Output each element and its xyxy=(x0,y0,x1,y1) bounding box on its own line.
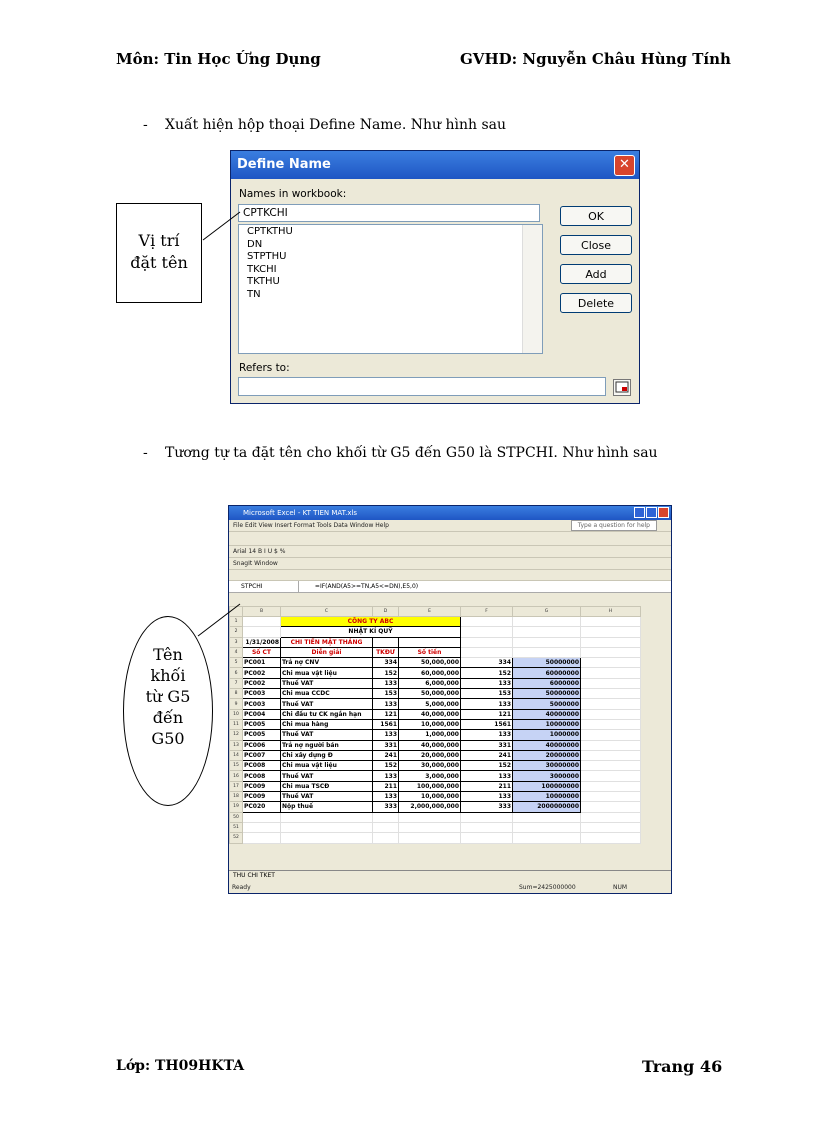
cell[interactable]: 331 xyxy=(461,740,513,750)
table-row xyxy=(230,781,641,791)
cell[interactable]: Nộp thuế xyxy=(281,802,373,812)
cell[interactable] xyxy=(461,637,513,647)
cell[interactable]: 133 xyxy=(373,699,399,709)
table-row xyxy=(230,709,641,719)
cell[interactable] xyxy=(581,709,641,719)
formula-bar xyxy=(229,581,671,593)
cell[interactable]: PC006 xyxy=(243,740,281,750)
cell[interactable]: 50000000 xyxy=(513,658,581,668)
cell[interactable]: Thuế VAT xyxy=(281,771,373,781)
row-header[interactable]: 12 xyxy=(230,730,243,740)
table-row xyxy=(230,771,641,781)
cell[interactable]: 211 xyxy=(461,781,513,791)
cell[interactable]: NHẬT KÍ QUỸ xyxy=(281,627,461,637)
dialog-title: Define Name xyxy=(237,157,331,172)
cell[interactable] xyxy=(513,637,581,647)
table-row xyxy=(230,699,641,709)
cell[interactable] xyxy=(373,637,399,647)
close-button[interactable]: Close xyxy=(560,235,632,255)
cell[interactable]: 133 xyxy=(373,730,399,740)
callout2-line2: khối xyxy=(150,666,186,685)
worksheet-grid[interactable] xyxy=(229,606,641,844)
cell[interactable]: 133 xyxy=(461,730,513,740)
row-header[interactable]: 51 xyxy=(230,822,243,832)
cell[interactable] xyxy=(581,658,641,668)
cell[interactable]: TKĐƯ xyxy=(373,647,399,657)
cell[interactable]: 40,000,000 xyxy=(399,709,461,719)
cell[interactable] xyxy=(513,822,581,832)
ok-button[interactable]: OK xyxy=(560,206,632,226)
cell[interactable]: PC008 xyxy=(243,761,281,771)
help-search-input[interactable]: Type a question for help xyxy=(571,520,657,531)
cell[interactable] xyxy=(513,812,581,822)
cell[interactable]: Chi đầu tư CK ngắn hạn xyxy=(281,709,373,719)
names-list-item[interactable]: TN xyxy=(247,288,261,300)
cell[interactable] xyxy=(581,699,641,709)
row-header[interactable]: 15 xyxy=(230,761,243,771)
column-header[interactable]: D xyxy=(373,607,399,617)
cell[interactable]: Trả nợ người bán xyxy=(281,740,373,750)
cell[interactable]: PC003 xyxy=(243,699,281,709)
row-header[interactable]: 8 xyxy=(230,689,243,699)
table-row xyxy=(230,719,641,729)
cell[interactable]: 100,000,000 xyxy=(399,781,461,791)
cell[interactable]: 133 xyxy=(461,792,513,802)
table-row xyxy=(230,647,641,657)
cell[interactable]: 211 xyxy=(373,781,399,791)
column-header[interactable]: C xyxy=(281,607,373,617)
cell[interactable]: 60,000,000 xyxy=(399,668,461,678)
callout1-line1: Vị trí xyxy=(138,231,180,250)
table-row xyxy=(230,627,641,637)
names-label: Names in workbook: xyxy=(239,188,347,200)
cell[interactable] xyxy=(581,617,641,627)
row-header[interactable]: 7 xyxy=(230,678,243,688)
refers-label: Refers to: xyxy=(239,362,290,374)
cell[interactable]: 1561 xyxy=(461,719,513,729)
cell[interactable]: 30,000,000 xyxy=(399,761,461,771)
row-header[interactable]: 14 xyxy=(230,750,243,760)
cell[interactable] xyxy=(243,822,281,832)
cell[interactable]: 20000000 xyxy=(513,750,581,760)
table-row xyxy=(230,833,641,843)
name-input[interactable]: CPTKCHI xyxy=(238,204,540,222)
paragraph-2-text: Tương tự ta đặt tên cho khối từ G5 đến G50 là STPCHI. Như hình sau xyxy=(165,445,658,461)
cell[interactable]: Thuế VAT xyxy=(281,792,373,802)
cell[interactable]: PC004 xyxy=(243,709,281,719)
excel-title-bar xyxy=(229,506,671,520)
column-header[interactable]: H xyxy=(581,607,641,617)
cell[interactable] xyxy=(513,617,581,627)
cell[interactable] xyxy=(513,647,581,657)
cell[interactable]: Chi mua vật liệu xyxy=(281,668,373,678)
cell[interactable] xyxy=(373,833,399,843)
cell[interactable] xyxy=(461,617,513,627)
cell[interactable] xyxy=(281,822,373,832)
cell[interactable] xyxy=(581,812,641,822)
cell[interactable] xyxy=(461,647,513,657)
row-header[interactable]: 16 xyxy=(230,771,243,781)
cell[interactable]: Thuế VAT xyxy=(281,730,373,740)
cell[interactable]: 20,000,000 xyxy=(399,750,461,760)
cell[interactable] xyxy=(281,833,373,843)
cell[interactable]: 1000000 xyxy=(513,730,581,740)
cell[interactable]: 5000000 xyxy=(513,699,581,709)
cell[interactable]: 50,000,000 xyxy=(399,658,461,668)
cell[interactable] xyxy=(243,812,281,822)
cell[interactable]: PC009 xyxy=(243,792,281,802)
cell[interactable]: Diễn giải xyxy=(281,647,373,657)
cell[interactable] xyxy=(581,750,641,760)
cell[interactable] xyxy=(581,771,641,781)
callout2-pointer xyxy=(196,600,246,640)
cell[interactable]: 241 xyxy=(461,750,513,760)
cell[interactable]: 152 xyxy=(373,761,399,771)
cell[interactable] xyxy=(243,833,281,843)
cell[interactable]: PC001 xyxy=(243,658,281,668)
row-header[interactable]: 18 xyxy=(230,792,243,802)
cell[interactable]: 5,000,000 xyxy=(399,699,461,709)
row-header[interactable]: 9 xyxy=(230,699,243,709)
cell[interactable]: 30000000 xyxy=(513,761,581,771)
cell[interactable] xyxy=(399,812,461,822)
snagit-toolbar[interactable]: SnagIt Window xyxy=(229,558,671,570)
table-row xyxy=(230,812,641,822)
row-header[interactable]: 3 xyxy=(230,637,243,647)
column-header[interactable]: B xyxy=(243,607,281,617)
row-header[interactable]: 5 xyxy=(230,658,243,668)
cell[interactable] xyxy=(461,833,513,843)
row-header[interactable]: 6 xyxy=(230,668,243,678)
cell[interactable]: PC003 xyxy=(243,689,281,699)
bullet-dash: - xyxy=(143,117,148,133)
row-header[interactable]: 1 xyxy=(230,617,243,627)
table-row xyxy=(230,689,641,699)
row-header[interactable]: 52 xyxy=(230,833,243,843)
minimize-icon[interactable] xyxy=(634,507,645,518)
names-list-item[interactable]: DN xyxy=(247,238,263,250)
maximize-icon[interactable] xyxy=(646,507,657,518)
table-row xyxy=(230,802,641,812)
excel-window xyxy=(228,505,672,894)
cell[interactable]: 1/31/2008 xyxy=(243,637,281,647)
bullet-dash: - xyxy=(143,445,148,461)
cell[interactable]: PC007 xyxy=(243,750,281,760)
cell[interactable]: 10000000 xyxy=(513,792,581,802)
cell[interactable]: 133 xyxy=(373,771,399,781)
define-name-dialog xyxy=(230,150,640,404)
table-row xyxy=(230,730,641,740)
row-header[interactable]: 17 xyxy=(230,781,243,791)
table-row xyxy=(230,668,641,678)
cell[interactable] xyxy=(581,668,641,678)
cell[interactable]: 6,000,000 xyxy=(399,678,461,688)
name-box[interactable]: STPCHI xyxy=(229,581,299,592)
cell[interactable] xyxy=(461,822,513,832)
cell[interactable]: 133 xyxy=(461,699,513,709)
row-header[interactable]: 11 xyxy=(230,719,243,729)
cell[interactable] xyxy=(581,792,641,802)
cell[interactable] xyxy=(399,637,461,647)
row-header[interactable]: 4 xyxy=(230,647,243,657)
cell[interactable]: 1561 xyxy=(373,719,399,729)
names-list-item[interactable]: CPTKTHU xyxy=(247,226,293,237)
column-header[interactable]: G xyxy=(513,607,581,617)
cell[interactable] xyxy=(581,678,641,688)
header-teacher: GVHD: Nguyễn Châu Hùng Tính xyxy=(460,50,731,68)
status-ready: Ready xyxy=(232,884,251,891)
table-row xyxy=(230,761,641,771)
sheet-tabs[interactable]: THU CHI TKET xyxy=(229,870,671,880)
cell[interactable] xyxy=(399,822,461,832)
cell[interactable]: 2,000,000,000 xyxy=(399,802,461,812)
cell[interactable]: 50000000 xyxy=(513,689,581,699)
cell[interactable]: PC002 xyxy=(243,668,281,678)
cell[interactable] xyxy=(581,822,641,832)
row-header[interactable]: 19 xyxy=(230,802,243,812)
cell[interactable] xyxy=(581,689,641,699)
cell[interactable]: 121 xyxy=(373,709,399,719)
footer-class: Lớp: TH09HKTA xyxy=(116,1058,245,1074)
cell[interactable] xyxy=(513,833,581,843)
callout2-line4: đến xyxy=(152,708,184,727)
cell[interactable]: 333 xyxy=(373,802,399,812)
table-row xyxy=(230,637,641,647)
cell[interactable] xyxy=(243,617,281,627)
table-row xyxy=(230,678,641,688)
cell[interactable] xyxy=(581,647,641,657)
cell[interactable] xyxy=(461,812,513,822)
cell[interactable]: 153 xyxy=(373,689,399,699)
row-header[interactable]: 13 xyxy=(230,740,243,750)
cell[interactable]: 3,000,000 xyxy=(399,771,461,781)
cell[interactable]: 6000000 xyxy=(513,678,581,688)
cell[interactable]: 153 xyxy=(461,689,513,699)
callout2-line5: G50 xyxy=(151,729,185,748)
cell[interactable]: 241 xyxy=(373,750,399,760)
cell[interactable]: 333 xyxy=(461,802,513,812)
cell[interactable] xyxy=(581,627,641,637)
cell[interactable]: CÔNG TY ABC xyxy=(281,617,461,627)
status-num: NUM xyxy=(613,884,628,891)
cell[interactable]: 133 xyxy=(461,678,513,688)
cell[interactable]: 40000000 xyxy=(513,709,581,719)
cell[interactable]: PC005 xyxy=(243,730,281,740)
refers-input[interactable] xyxy=(238,377,606,396)
cell[interactable]: 331 xyxy=(373,740,399,750)
cell[interactable] xyxy=(581,781,641,791)
collapse-dialog-icon[interactable] xyxy=(613,379,631,396)
cell[interactable]: 334 xyxy=(461,658,513,668)
excel-title: Microsoft Excel - KT TIEN MAT.xls xyxy=(243,509,358,517)
row-header[interactable]: 2 xyxy=(230,627,243,637)
names-list[interactable] xyxy=(238,224,543,354)
column-header[interactable]: F xyxy=(461,607,513,617)
cell[interactable] xyxy=(243,627,281,637)
callout2-line1: Tên xyxy=(153,645,183,664)
cell[interactable] xyxy=(581,802,641,812)
menu-items[interactable]: File Edit View Insert Format Tools Data Window Help xyxy=(233,522,389,529)
names-list-item[interactable]: TKTHU xyxy=(247,276,280,287)
status-sum: Sum=2425000000 xyxy=(519,884,576,891)
formula-input[interactable]: =IF(AND(A5>=TN,A5<=DN),E5,0) xyxy=(314,583,419,590)
table-row xyxy=(230,822,641,832)
cell[interactable]: PC005 xyxy=(243,719,281,729)
cell[interactable]: Chi mua TSCĐ xyxy=(281,781,373,791)
cell[interactable]: 2000000000 xyxy=(513,802,581,812)
cell[interactable]: 60000000 xyxy=(513,668,581,678)
cell[interactable]: 133 xyxy=(461,771,513,781)
delete-button[interactable]: Delete xyxy=(560,293,632,313)
callout1-pointer xyxy=(200,205,245,245)
cell[interactable]: 133 xyxy=(373,678,399,688)
table-row xyxy=(230,617,641,627)
cell[interactable] xyxy=(373,812,399,822)
cell[interactable]: Số tiền xyxy=(399,647,461,657)
cell[interactable]: 10,000,000 xyxy=(399,719,461,729)
cell[interactable]: 133 xyxy=(373,792,399,802)
cell[interactable] xyxy=(581,719,641,729)
close-icon[interactable] xyxy=(658,507,669,518)
cell[interactable] xyxy=(581,730,641,740)
cell[interactable]: Chi mua vật liệu xyxy=(281,761,373,771)
table-row xyxy=(230,658,641,668)
list-scrollbar[interactable] xyxy=(522,225,542,353)
close-icon[interactable]: ✕ xyxy=(614,155,635,176)
callout2-line3: từ G5 xyxy=(145,687,191,706)
standard-toolbar[interactable] xyxy=(229,532,671,546)
table-row xyxy=(230,750,641,760)
cell[interactable]: Chi mua CCDC xyxy=(281,689,373,699)
paragraph-2 xyxy=(143,445,658,461)
cell[interactable]: 10000000 xyxy=(513,719,581,729)
cell[interactable] xyxy=(461,627,513,637)
cell[interactable]: PC020 xyxy=(243,802,281,812)
cell[interactable] xyxy=(581,637,641,647)
cell[interactable]: 40000000 xyxy=(513,740,581,750)
row-header[interactable]: 10 xyxy=(230,709,243,719)
cell[interactable]: 152 xyxy=(373,668,399,678)
cell[interactable]: 10,000,000 xyxy=(399,792,461,802)
row-header[interactable]: 50 xyxy=(230,812,243,822)
cell[interactable]: 152 xyxy=(461,668,513,678)
cell[interactable]: 3000000 xyxy=(513,771,581,781)
cell[interactable]: 100000000 xyxy=(513,781,581,791)
paragraph-1-text: Xuất hiện hộp thoại Define Name. Như hình sau xyxy=(165,117,507,133)
cell[interactable] xyxy=(373,822,399,832)
cell[interactable]: 1,000,000 xyxy=(399,730,461,740)
cell[interactable] xyxy=(399,833,461,843)
cell[interactable]: PC002 xyxy=(243,678,281,688)
extra-toolbar xyxy=(229,570,671,581)
cell[interactable]: Thuế VAT xyxy=(281,699,373,709)
callout-range-name xyxy=(123,616,213,806)
footer-page: Trang 46 xyxy=(642,1057,723,1076)
names-list-item[interactable]: TKCHI xyxy=(247,263,277,275)
add-button[interactable]: Add xyxy=(560,264,632,284)
cell[interactable] xyxy=(513,627,581,637)
cell[interactable]: CHI TIỀN MẶT THÁNG xyxy=(281,637,373,647)
callout1-line2: đặt tên xyxy=(130,253,188,272)
cell[interactable] xyxy=(581,833,641,843)
cell[interactable]: 121 xyxy=(461,709,513,719)
cell[interactable]: Số CT xyxy=(243,647,281,657)
cell[interactable]: Chi mua hàng xyxy=(281,719,373,729)
names-list-item[interactable]: STPTHU xyxy=(247,251,287,262)
cell[interactable]: 50,000,000 xyxy=(399,689,461,699)
cell[interactable]: 40,000,000 xyxy=(399,740,461,750)
cell[interactable] xyxy=(281,812,373,822)
header-subject: Môn: Tin Học Ứng Dụng xyxy=(116,50,321,68)
cell[interactable] xyxy=(581,740,641,750)
table-row xyxy=(230,792,641,802)
table-row xyxy=(230,740,641,750)
cell[interactable]: Chi xây dựng Đ xyxy=(281,750,373,760)
cell[interactable]: 334 xyxy=(373,658,399,668)
cell[interactable]: Thuế VAT xyxy=(281,678,373,688)
cell[interactable] xyxy=(581,761,641,771)
formatting-toolbar[interactable]: Arial 14 B I U $ % xyxy=(229,546,671,558)
cell[interactable]: PC008 xyxy=(243,771,281,781)
cell[interactable]: Trả nợ CNV xyxy=(281,658,373,668)
collapse-dialog-glyph xyxy=(614,380,630,395)
window-buttons xyxy=(633,507,669,523)
column-header[interactable]: E xyxy=(399,607,461,617)
menu-bar[interactable] xyxy=(229,520,671,532)
cell[interactable]: 152 xyxy=(461,761,513,771)
dialog-title-bar xyxy=(231,151,639,179)
callout-name-position xyxy=(116,203,202,303)
status-bar xyxy=(229,882,671,894)
cell[interactable]: PC009 xyxy=(243,781,281,791)
paragraph-1 xyxy=(143,117,506,133)
